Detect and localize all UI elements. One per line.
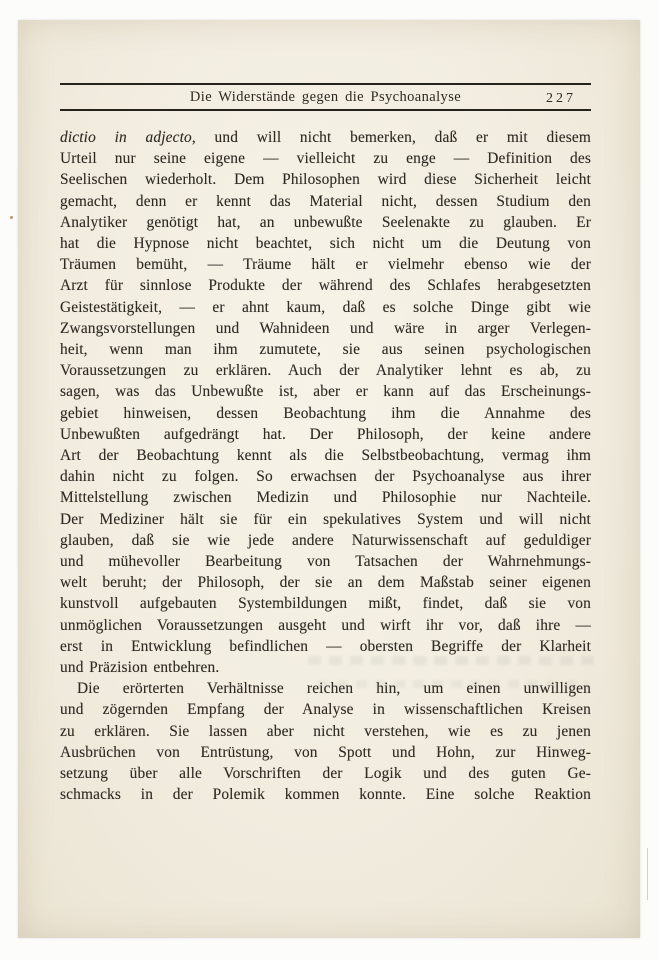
text-line: Träumen bemüht, — Träume hält er vielmehr ebenso wie der — [60, 256, 591, 274]
show-through-smudge — [308, 656, 598, 665]
text-line: Zwangsvorstellungen und Wahnideen und wäre in arger Verlegen- — [60, 319, 591, 337]
text-line: sagen, was das Unbewußte ist, aber er kann auf das Erscheinungs- — [60, 383, 591, 401]
text-line: Mittelstellung zwischen Medizin und Philosophie nur Nachteile. — [60, 489, 591, 507]
text-line: Art der Beobachtung kennt als die Selbstbeobachtung, vermag ihm — [60, 447, 591, 465]
text-line: hat die Hypnose nicht beachtet, sich nicht um die Deutung von — [60, 235, 591, 253]
text-line: Die erörterten Verhältnisse reichen hin, um einen unwilligen — [77, 680, 591, 698]
text-line: Unbewußten aufgedrängt hat. Der Philosoph, der keine andere — [60, 425, 591, 443]
running-header — [60, 83, 591, 111]
text-line: Geistestätigkeit, — er ahnt kaum, daß es solche Dinge gibt wie — [60, 298, 591, 316]
text-line: Ausbrüchen von Entrüstung, von Spott und Hohn, zur Hinweg- — [60, 743, 591, 761]
text-line: heit, wenn man ihm zumutete, sie aus seinen psychologischen — [60, 341, 591, 359]
text-line: und mühevoller Bearbeitung von Tatsachen der Wahrnehmungs- — [60, 553, 591, 571]
text-line: unmöglichen Voraussetzungen ausgeht und wirft ihr vor, daß ihre — — [60, 616, 591, 634]
latin-phrase-italic: dictio in adjecto — [60, 129, 192, 146]
paper-speck — [10, 216, 13, 219]
page-number: 227 — [546, 91, 576, 106]
text-line: Urteil nur seine eigene — vielleicht zu enge — Definition des — [60, 150, 591, 168]
paragraph-1 — [60, 127, 591, 678]
text-line-rest: , und will nicht bemerken, daß er mit diesem — [191, 129, 591, 146]
book-page — [18, 20, 640, 938]
text-line: Arzt für sinnlose Produkte der während des Schlafes herabgesetzten — [60, 277, 591, 295]
text-line: und Präzision entbehren. — [60, 659, 220, 677]
text-line: und zögernden Empfang der Analyse in wissenschaftlichen Kreisen — [60, 701, 591, 719]
paragraph-2 — [60, 678, 591, 805]
text-line: Seelischen wiederholt. Dem Philosophen wird diese Sicherheit leicht — [60, 171, 591, 189]
text-line: zu erklären. Sie lassen aber nicht verstehen, wie es zu jenen — [60, 722, 591, 740]
text-line: dahin nicht zu folgen. So erwachsen der Psychoanalyse aus ihrer — [60, 468, 591, 486]
text-line: Der Mediziner hält sie für ein spekulatives System und will nicht — [60, 510, 591, 528]
body-text — [60, 127, 591, 806]
text-line: erst in Entwicklung befindlichen — obersten Begriffe der Klarheit — [60, 637, 591, 655]
text-line: glauben, daß sie wie jede andere Naturwissenschaft auf geduldiger — [60, 531, 591, 549]
text-line: welt beruht; der Philosoph, der sie an dem Maßstab seiner eigenen — [60, 574, 591, 592]
text-line: Analytiker genötigt hat, an unbewußte Seelenakte zu glauben. Er — [60, 213, 591, 231]
show-through-smudge — [318, 680, 588, 688]
text-line: kunstvoll aufgebauten Systembildungen mißt, findet, daß sie von — [60, 595, 591, 613]
text-line: Voraussetzungen zu erklären. Auch der Analytiker lehnt es ab, zu — [60, 362, 591, 380]
text-line: gemacht, denn er kennt das Material nicht, dessen Studium den — [60, 192, 591, 210]
text-line — [60, 127, 591, 148]
running-header-title: Die Widerstände gegen die Psychoanalyse — [189, 89, 462, 105]
text-line: setzung über alle Vorschriften der Logik und des guten Ge- — [60, 765, 591, 783]
text-line: schmacks in der Polemik kommen konnte. Eine solche Reaktion — [60, 786, 591, 804]
text-line: gebiet hinweisen, dessen Beobachtung ihm die Annahme des — [60, 404, 591, 422]
page-edge-mark — [647, 848, 648, 900]
